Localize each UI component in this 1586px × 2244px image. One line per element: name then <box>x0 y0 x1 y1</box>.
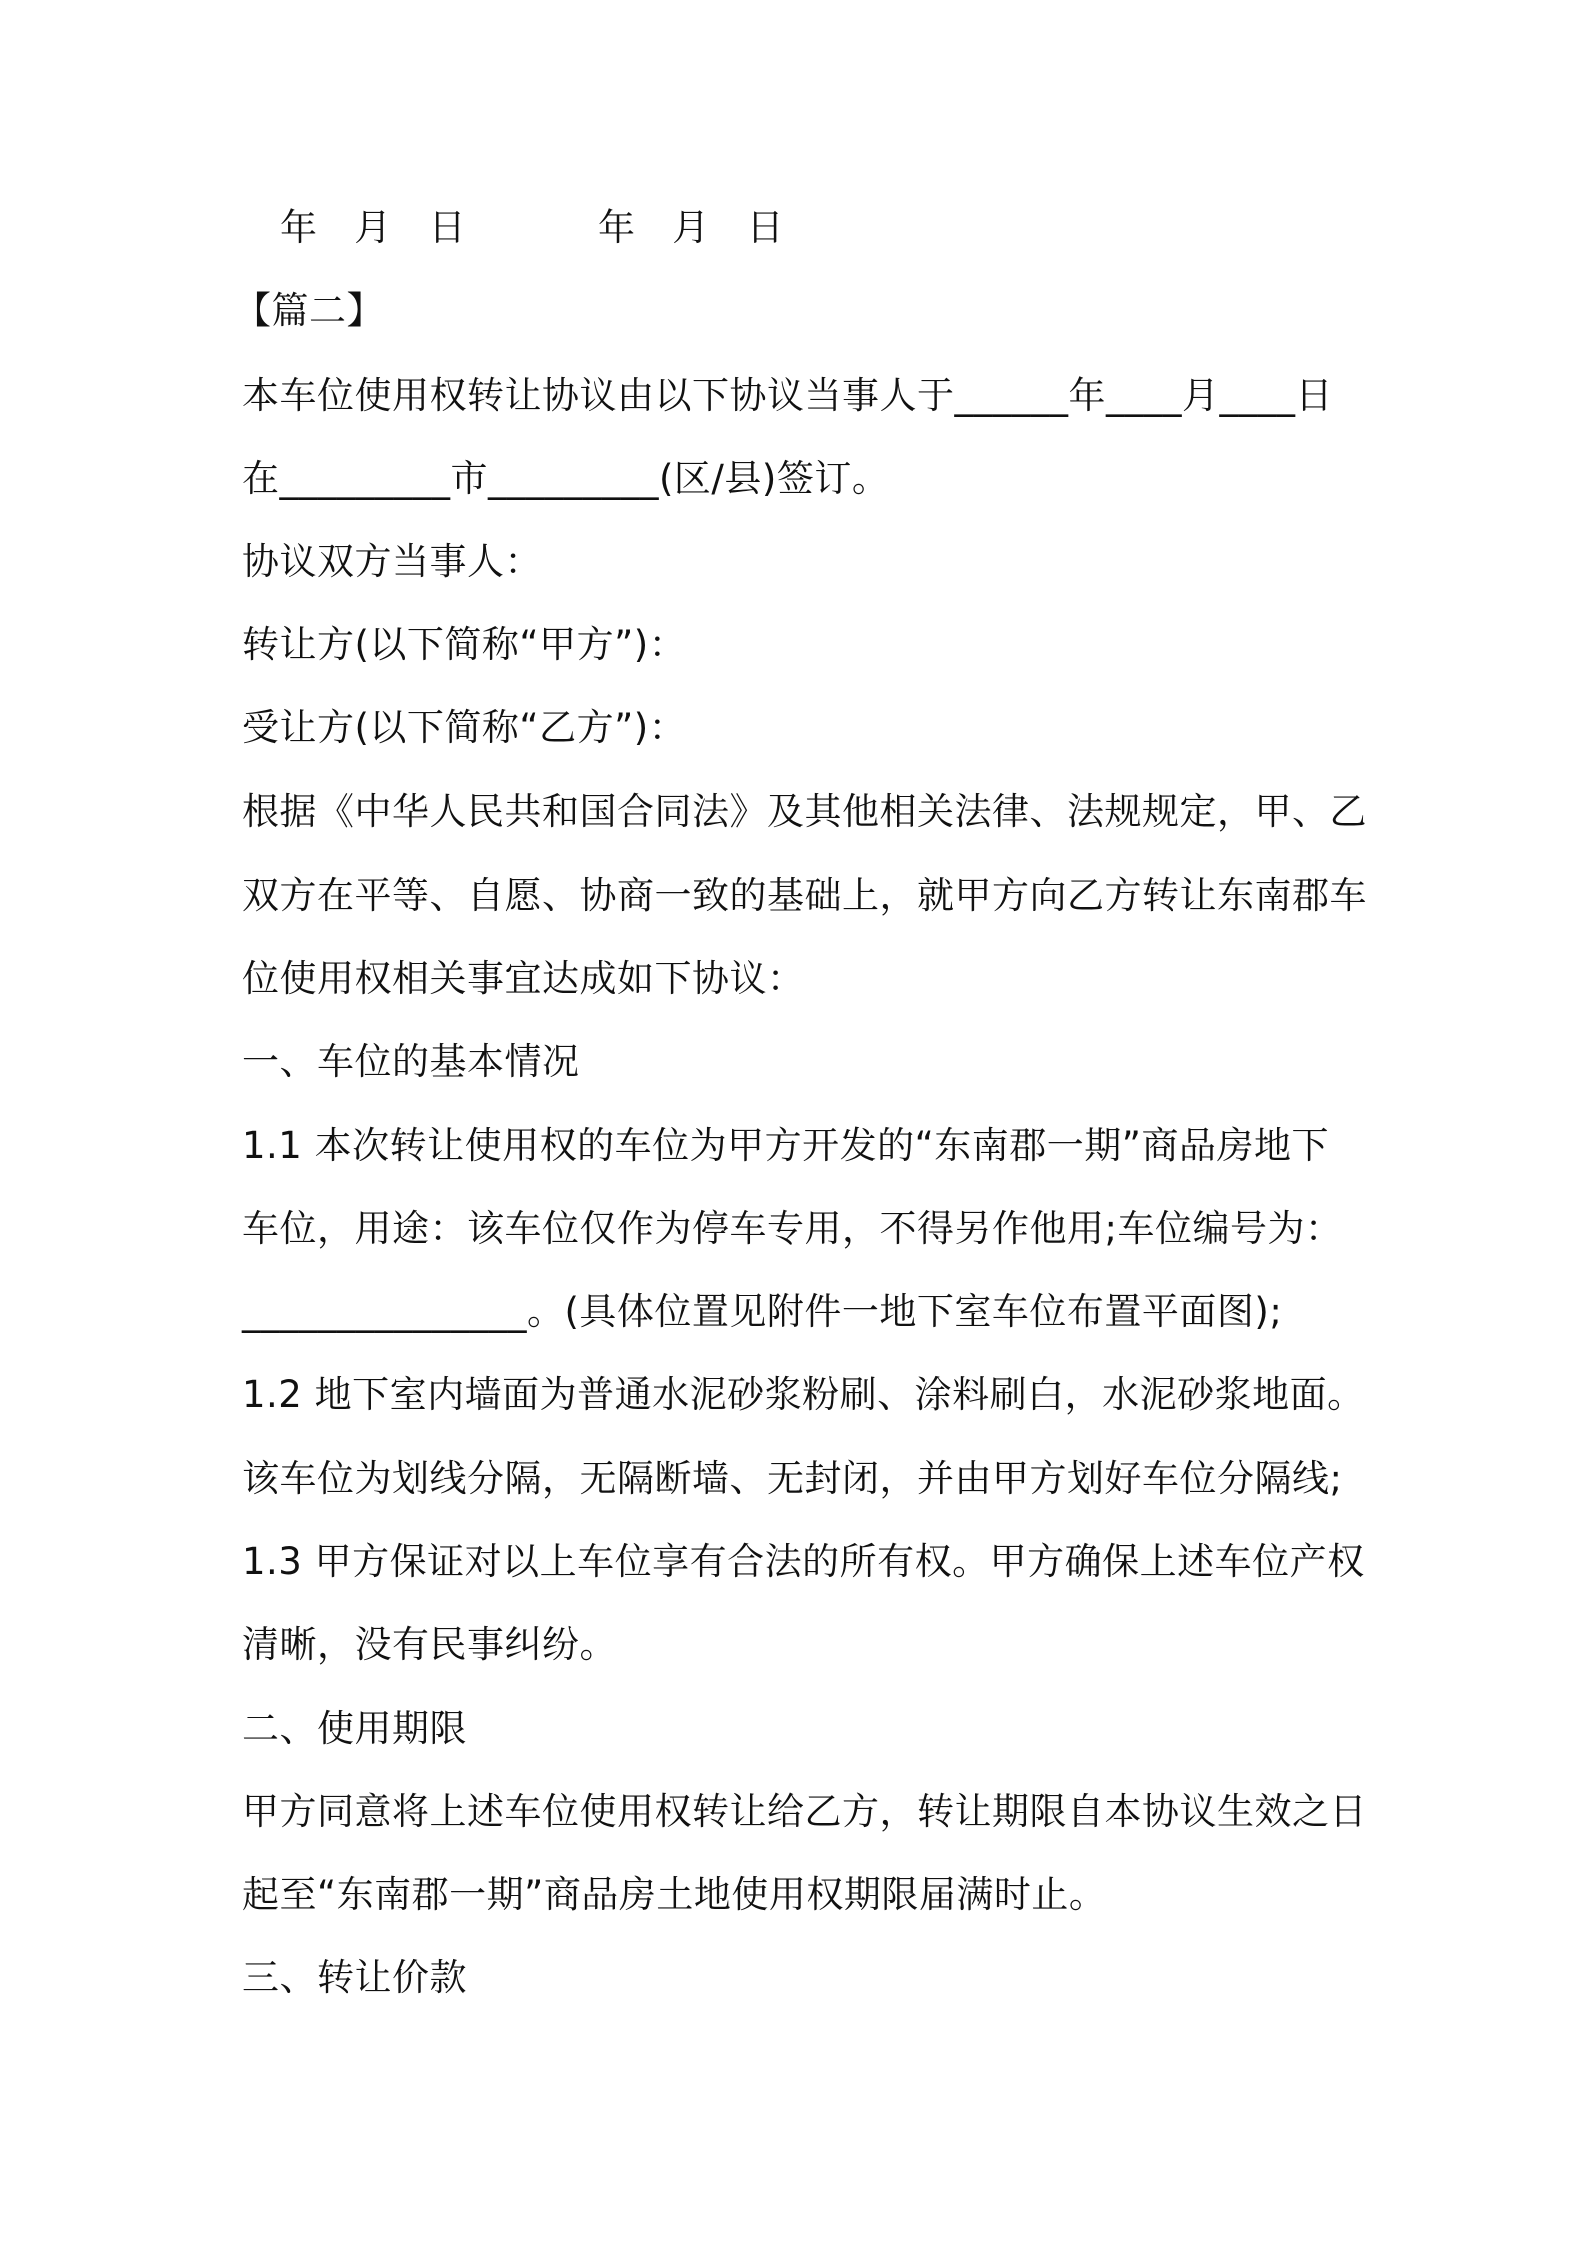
paragraph-line: 1.2 地下室内墙面为普通水泥砂浆粉刷、涂料刷白，水泥砂浆地面。 <box>242 1373 1365 1416</box>
paragraph-line: 双方在平等、自愿、协商一致的基础上，就甲方向乙方转让东南郡车 <box>242 874 1367 917</box>
paragraph-line: 甲方同意将上述车位使用权转让给乙方，转让期限自本协议生效之日 <box>242 1790 1367 1833</box>
paragraph-line: _______________。(具体位置见附件一地下室车位布置平面图); <box>242 1290 1283 1333</box>
section-heading: 三、转让价款 <box>242 1956 467 1999</box>
section-heading: 一、车位的基本情况 <box>242 1040 580 1083</box>
paragraph-line: 在_________市_________(区/县)签订。 <box>242 457 890 500</box>
signature-date-left: 年 月 日 <box>280 206 467 249</box>
paragraph-line: 根据《中华人民共和国合同法》及其他相关法律、法规规定，甲、乙 <box>242 790 1367 833</box>
paragraph-line: 清晰，没有民事纠纷。 <box>242 1623 617 1666</box>
paragraph-line: 位使用权相关事宜达成如下协议： <box>242 957 805 1000</box>
paragraph-line: 1.3 甲方保证对以上车位享有合法的所有权。甲方确保上述车位产权 <box>242 1540 1365 1583</box>
section-heading: 二、使用期限 <box>242 1707 467 1750</box>
section-tag: 【篇二】 <box>234 289 384 332</box>
paragraph-line: 该车位为划线分隔，无隔断墙、无封闭，并由甲方划好车位分隔线; <box>242 1457 1343 1500</box>
paragraph-line: 车位，用途：该车位仅作为停车专用，不得另作他用;车位编号为： <box>242 1207 1343 1250</box>
paragraph-line: 转让方(以下简称“甲方”)： <box>242 623 687 666</box>
paragraph-line: 起至“东南郡一期”商品房土地使用权期限届满时止。 <box>242 1873 1107 1916</box>
signature-date-right: 年 月 日 <box>598 206 785 249</box>
paragraph-line: 受让方(以下简称“乙方”)： <box>242 706 687 749</box>
paragraph-line: 本车位使用权转让协议由以下协议当事人于______年____月____日 <box>242 374 1333 417</box>
paragraph-line: 1.1 本次转让使用权的车位为甲方开发的“东南郡一期”商品房地下 <box>242 1124 1329 1167</box>
paragraph-line: 协议双方当事人： <box>242 540 542 583</box>
